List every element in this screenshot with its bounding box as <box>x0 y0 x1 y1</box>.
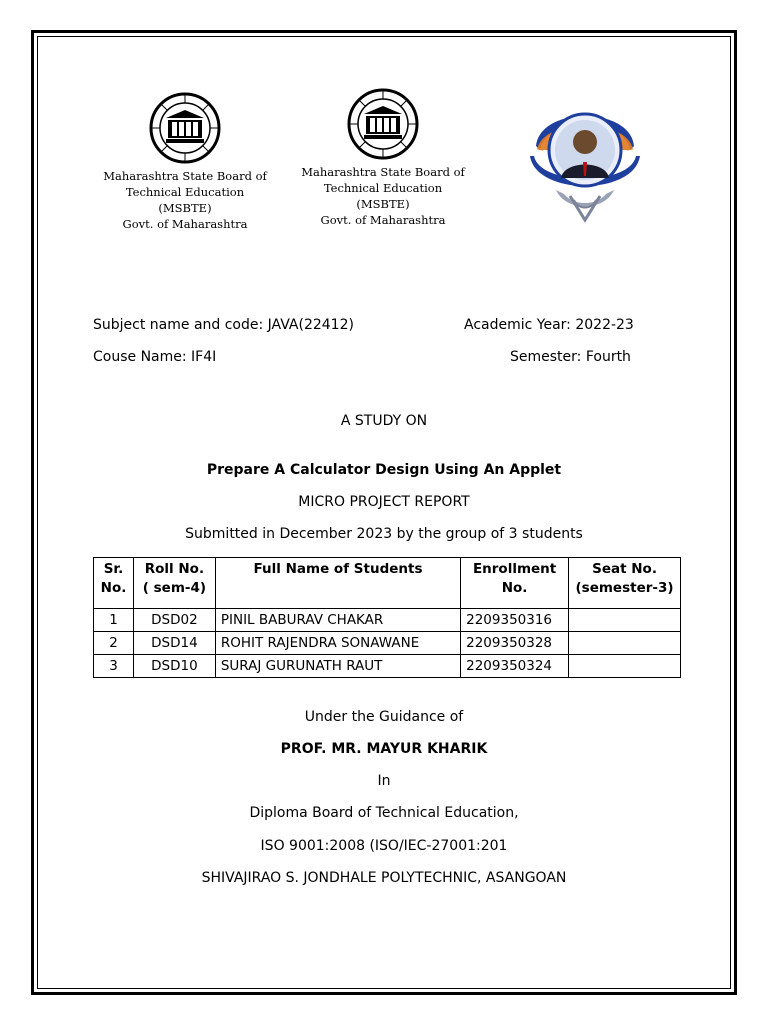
cell-sr-no: 2 <box>94 632 134 655</box>
in-label: In <box>377 773 391 789</box>
logo-line: Technical Education <box>125 185 245 199</box>
cell-seat-no <box>569 632 681 655</box>
trust-emblem-icon <box>526 86 644 226</box>
academic-year: Academic Year: 2022-23 <box>464 317 634 333</box>
iso-certification: ISO 9001:2008 (ISO/IEC-27001:201 <box>260 838 508 854</box>
board-name: Diploma Board of Technical Education, <box>249 805 519 821</box>
semester: Semester: Fourth <box>510 349 631 365</box>
msbte-logo-center <box>290 88 476 228</box>
cell-student-name: SURAJ GURUNATH RAUT <box>215 655 460 678</box>
logo-line: Technical Education <box>323 181 443 195</box>
cell-enrollment-no: 2209350324 <box>461 655 569 678</box>
table-row <box>94 655 681 678</box>
course-name: Couse Name: IF4I <box>93 349 217 365</box>
cell-enrollment-no: 2209350328 <box>461 632 569 655</box>
report-type: MICRO PROJECT REPORT <box>298 494 470 510</box>
guidance-label: Under the Guidance of <box>304 709 464 725</box>
study-on-heading: A STUDY ON <box>340 413 428 429</box>
logo-line: Govt. of Maharashtra <box>122 217 248 231</box>
submission-note: Submitted in December 2023 by the group of 3 students <box>185 526 583 542</box>
logo-line: (MSBTE) <box>158 201 212 215</box>
header-full-name: Full Name of Students <box>215 558 460 609</box>
cell-enrollment-no: 2209350316 <box>461 609 569 632</box>
cell-roll-no: DSD14 <box>133 632 215 655</box>
students-table <box>93 557 681 678</box>
cell-roll-no: DSD02 <box>133 609 215 632</box>
cell-seat-no <box>569 655 681 678</box>
msbte-emblem-icon <box>144 92 226 164</box>
logo-line: Maharashtra State Board of <box>301 165 465 179</box>
subject-name-code: Subject name and code: JAVA(22412) <box>93 317 354 333</box>
header-roll-no: Roll No. ( sem-4) <box>133 558 215 609</box>
guide-name: PROF. MR. MAYUR KHARIK <box>280 741 488 757</box>
cell-sr-no: 3 <box>94 655 134 678</box>
cell-student-name: PINIL BABURAV CHAKAR <box>215 609 460 632</box>
header-enrollment-no: Enrollment No. <box>461 558 569 609</box>
table-row <box>94 609 681 632</box>
logo-line: Govt. of Maharashtra <box>320 213 446 227</box>
header-sr-no: Sr. No. <box>94 558 134 609</box>
logo-line: (MSBTE) <box>356 197 410 211</box>
table-row <box>94 632 681 655</box>
header-seat-no: Seat No. (semester-3) <box>569 558 681 609</box>
cell-sr-no: 1 <box>94 609 134 632</box>
cell-seat-no <box>569 609 681 632</box>
msbte-logo-left <box>92 92 278 232</box>
trust-logo <box>526 86 644 226</box>
institute-name: SHIVAJIRAO S. JONDHALE POLYTECHNIC, ASANGOAN <box>201 870 567 886</box>
table-header-row <box>94 558 681 609</box>
project-title: Prepare A Calculator Design Using An Applet <box>206 462 562 478</box>
logo-line: Maharashtra State Board of <box>103 169 267 183</box>
cell-student-name: ROHIT RAJENDRA SONAWANE <box>215 632 460 655</box>
msbte-emblem-icon <box>342 88 424 160</box>
cell-roll-no: DSD10 <box>133 655 215 678</box>
